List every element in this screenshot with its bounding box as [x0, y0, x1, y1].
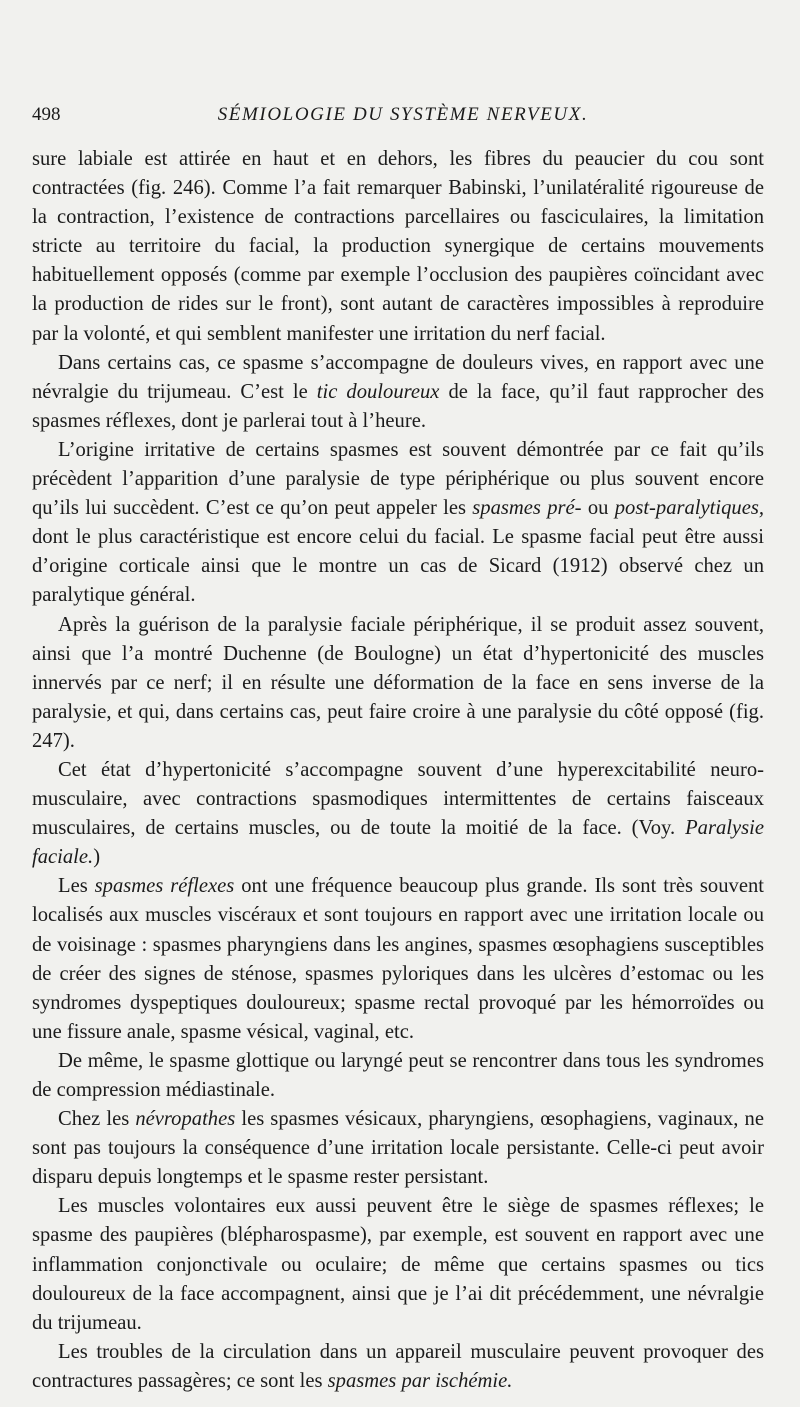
paragraph-8: Chez les névropathes les spasmes vésicaux, pharyngiens, œsophagiens, vaginaux, ne sont pas toujours la conséquence d’une irritation locale persistante. Celle-ci peut avoir disparu depuis longtemps et le spasme rester persistant. — [32, 1108, 764, 1189]
paragraph-10: Les troubles de la circulation dans un appareil musculaire peuvent provoquer des contractures passagères; ce sont les spasmes par ischémie. — [32, 1340, 764, 1392]
paragraph-2: Dans certains cas, ce spasme s’accompagne de douleurs vives, en rapport avec une névralgie du trijumeau. C’est le tic douloureux de la face, qu’il faut rapprocher des spasmes réflexes, dont je parlerai tout à l’heure. — [32, 351, 764, 432]
italic-term: spasmes par ischémie. — [327, 1369, 513, 1392]
paragraph-7: De même, le spasme glottique ou laryngé peut se rencontrer dans tous les syndromes de compression médiastinale. — [32, 1049, 764, 1101]
paragraph-4: Après la guérison de la paralysie faciale périphérique, il se produit assez souvent, ainsi que l’a montré Duchenne (de Boulogne) un état d’hypertonicité des muscles innervés par ce nerf; il en résulte une déformation de la face en sens inverse de la paralysie, et qui, dans certains cas, peut faire croire à une paralysie du côté opposé (fig. 247). — [32, 613, 764, 752]
italic-term: spasmes pré- — [472, 497, 582, 520]
italic-term: spasmes réflexes — [94, 875, 235, 898]
italic-term: névropathes — [135, 1108, 236, 1131]
paragraph-6: Les spasmes réflexes ont une fréquence beaucoup plus grande. Ils sont très souvent localisés aux muscles viscéraux et sont toujours en rapport avec une irritation locale ou de voisinage : spasmes pharyngiens dans les angines, spasmes œsophagiens susceptibles de créer des signes de sténose, spasmes pyloriques dans les ulcères d’estomac ou les syndromes dyspeptiques douloureux; spasme rectal provoqué par les hémorroïdes ou une fissure anale, spasme vésical, vaginal, etc. — [32, 875, 764, 1043]
running-head — [32, 104, 764, 128]
paragraph-3: L’origine irritative de certains spasmes est souvent démontrée par ce fait qu’ils précèdent l’apparition d’une paralysie de type périphérique ou plus souvent encore qu’ils lui succèdent. C’est ce qu’on peut appeler les spasmes pré- ou post-paralytiques, dont le plus caractéristique est encore celui du facial. Le spasme facial peut être aussi d’origine corticale ainsi que le montre un cas de Sicard (1912) observé chez un paralytique général. — [32, 438, 765, 607]
page-number: 498 — [32, 104, 61, 125]
paragraph-1: sure labiale est attirée en haut et en dehors, les fibres du peaucier du cou sont contractées (fig. 246). Comme l’a fait remarquer Babinski, l’unilatéralité rigoureuse de la contraction, l’existence de contractions parcellaires ou fasciculaires, la limitation stricte au territoire du facial, la production synergique de certains mouvements habituellement opposés (comme par exemple l’occlusion des paupières coïncidant avec la production de rides sur le front), sont autant de caractères impossibles à reproduire par la volonté, et qui semblent manifester une irritation du nerf facial. — [32, 148, 764, 345]
italic-term: Paralysie faciale. — [32, 817, 764, 869]
running-title: SÉMIOLOGIE DU SYSTÈME NERVEUX. — [217, 104, 589, 125]
italic-term: post-paralytiques, — [614, 497, 765, 520]
paragraph-9: Les muscles volontaires eux aussi peuvent être le siège de spasmes réflexes; le spasme des paupières (blépharospasme), par exemple, est souvent en rapport avec une inflammation conjonctivale ou oculaire; de même que certains spasmes ou tics douloureux de la face accompagnent, ainsi que je l’ai dit précédemment, une névralgie du trijumeau. — [32, 1195, 764, 1334]
paragraph-5: Cet état d’hypertonicité s’accompagne souvent d’une hyperexcitabilité neuro-musculaire, avec contractions spasmodiques intermittentes de certains faisceaux musculaires, de certains muscles, ou de toute la moitié de la face. (Voy. Paralysie faciale.) — [32, 758, 764, 869]
body-text — [32, 145, 764, 1396]
italic-term: tic douloureux — [316, 380, 440, 403]
